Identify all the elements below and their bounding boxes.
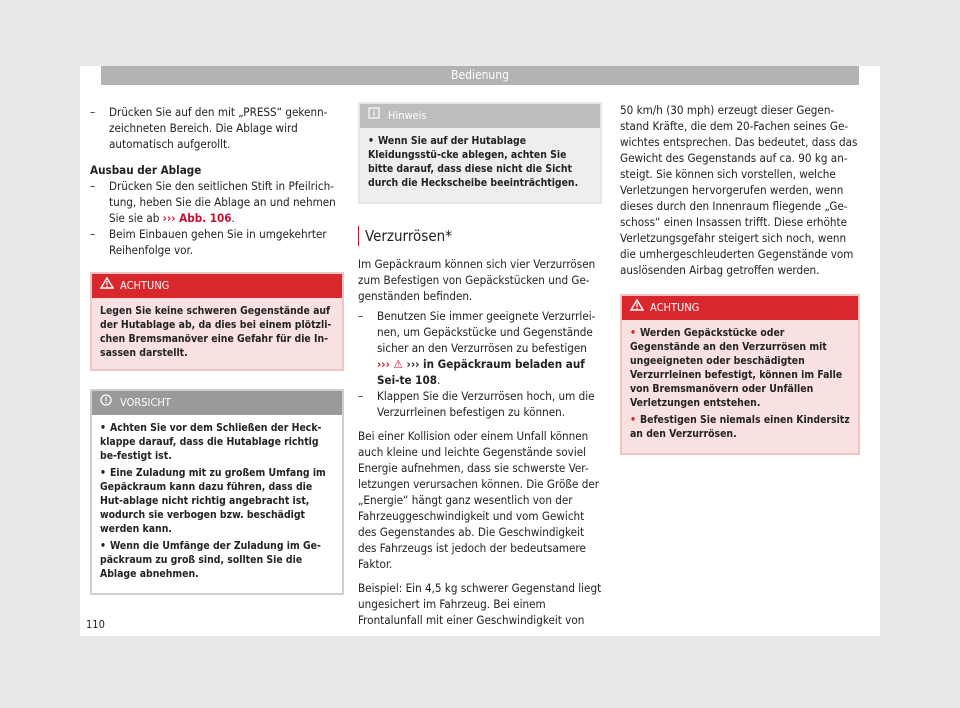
column-1 (90, 104, 344, 595)
caution-box (90, 389, 344, 595)
figure-link[interactable]: ››› Abb. 106 (162, 211, 232, 225)
warning-triangle-icon (100, 274, 114, 298)
warning-header (622, 296, 858, 320)
warning-item: • Werden Gepäckstücke oder Gegenstände an den Verzurrösen mit ungeeigneten oder beschädigten Verzurrleinen befestigt, können im Falle von Bremsmanövern oder Unfällen Verletzungen entstehen. (630, 327, 843, 409)
warning-title: ACHTUNG (120, 279, 170, 292)
caution-item: • Achten Sie vor dem Schließen der Heck-klappe darauf, dass die Hutablage richtig be-festigt ist. (100, 422, 322, 462)
subheading-removal: Ausbau der Ablage (90, 163, 202, 177)
warning-item: • Befestigen Sie niemals einen Kindersitz an den Verzurrösen. (630, 414, 850, 440)
step-fold-up: – Klappen Sie die Verzurrösen hoch, um die Verzurrleinen befestigen zu können. (358, 388, 602, 420)
warning-title: ACHTUNG (650, 301, 700, 314)
caution-circle-icon (100, 391, 114, 415)
note-body (360, 128, 600, 202)
caution-header (92, 391, 342, 415)
caution-item: • Eine Zuladung mit zu großem Umfang im Gepäckraum kann dazu führen, dass die Hut-ablage nicht richtig angebracht ist, wodurch sie verbogen bzw. beschädigt werden kann. (100, 467, 326, 535)
page-number: 110 (86, 618, 105, 631)
note-header (360, 104, 600, 128)
link-arrows: ››› (377, 357, 390, 371)
note-item: • Wenn Sie auf der Hutablage Kleidungsstü-cke ablegen, achten Sie bitte darauf, dass diese nicht die Sicht durch die Heckscheibe beeinträchtigen. (368, 135, 579, 189)
column-3 (620, 102, 860, 455)
example-paragraph: Beispiel: Ein 4,5 kg schwerer Gegenstand liegt ungesichert im Fahrzeug. Bei einem Frontalunfall mit einer Geschwindigkeit von (358, 581, 602, 627)
page-header: Bedienung (101, 66, 859, 85)
caution-title: VORSICHT (120, 396, 171, 409)
step-remove: – Drücken Sie den seitlichen Stift in Pfeilrich-tung, heben Sie die Ablage an und nehmen Sie sie ab ››› Abb. 106. (90, 178, 344, 226)
intro-paragraph: Im Gepäckraum können sich vier Verzurrösen zum Befestigen von Gepäckstücken und Ge-genständen befinden. (358, 257, 596, 303)
warning-body (622, 320, 858, 453)
step-press: – Drücken Sie auf den mit „PRESS“ gekenn-zeichneten Bereich. Die Ablage wird automatisch aufgerollt. (90, 104, 344, 152)
note-box (358, 102, 602, 204)
section-title: Verzurrösen* (358, 226, 602, 246)
caution-body (92, 415, 342, 593)
collision-paragraph: Bei einer Kollision oder einem Unfall können auch kleine und leichte Gegenstände soviel Energie aufnehmen, dass sie schwerste Ver-letzungen verursachen können. Die Größe der „Energie“ hängt ganz wesentlich von der Fahrzeuggeschwindigkeit und vom Gewicht des Gegenstandes ab. Die Geschwindigkeit des Fahrzeugs ist jedoch der bedeutsamere Faktor. (358, 429, 600, 571)
step-use-straps: – Benutzen Sie immer geeignete Verzurrlei-nen, um Gepäckstücke und Gegenstände sicher an den Verzurrösen zu befestigen ››› ⚠ ››› in Gepäckraum beladen auf Sei-te 108. (358, 308, 602, 388)
warning-triangle-icon (630, 296, 644, 320)
warning-box (90, 272, 344, 371)
caution-item: • Wenn die Umfänge der Zuladung im Ge-päckraum zu groß sind, sollten Sie die Ablage abnehmen. (100, 540, 321, 580)
step-install: – Beim Einbauen gehen Sie in umgekehrter Reihenfolge vor. (90, 226, 344, 258)
warning-header (92, 274, 342, 298)
continued-paragraph: 50 km/h (30 mph) erzeugt dieser Gegen-stand Kräfte, die dem 20-Fachen seines Ge-wichtes entsprechen. Das bedeutet, dass das Gewicht des Gegenstands auf ca. 90 kg an-steigt. Sie können sich vorstellen, welche Verletzungen hervorgerufen werden, wenn dieses durch den Innenraum fliegende „Ge-schoss“ einen Insassen trifft. Diese erhöhte Verletzungsgefahr steigert sich noch, wenn die umhergeschleuderten Gegenstände vom auslösenden Airbag getroffen werden. (620, 103, 858, 277)
warning-text: Legen Sie keine schweren Gegenstände auf der Hutablage ab, da dies bei einem plötzli-chen Bremsmanöver eine Gefahr für die In-sassen darstellt. (92, 298, 342, 369)
column-2 (358, 102, 602, 628)
warning-triangle-icon: ⚠ (393, 357, 403, 371)
info-note-icon (368, 104, 382, 128)
warning-box (620, 294, 860, 455)
note-title: Hinweis (388, 109, 427, 122)
page-link[interactable]: ››› ⚠ ››› in Gepäckraum beladen auf Sei-te 108 (377, 357, 585, 387)
